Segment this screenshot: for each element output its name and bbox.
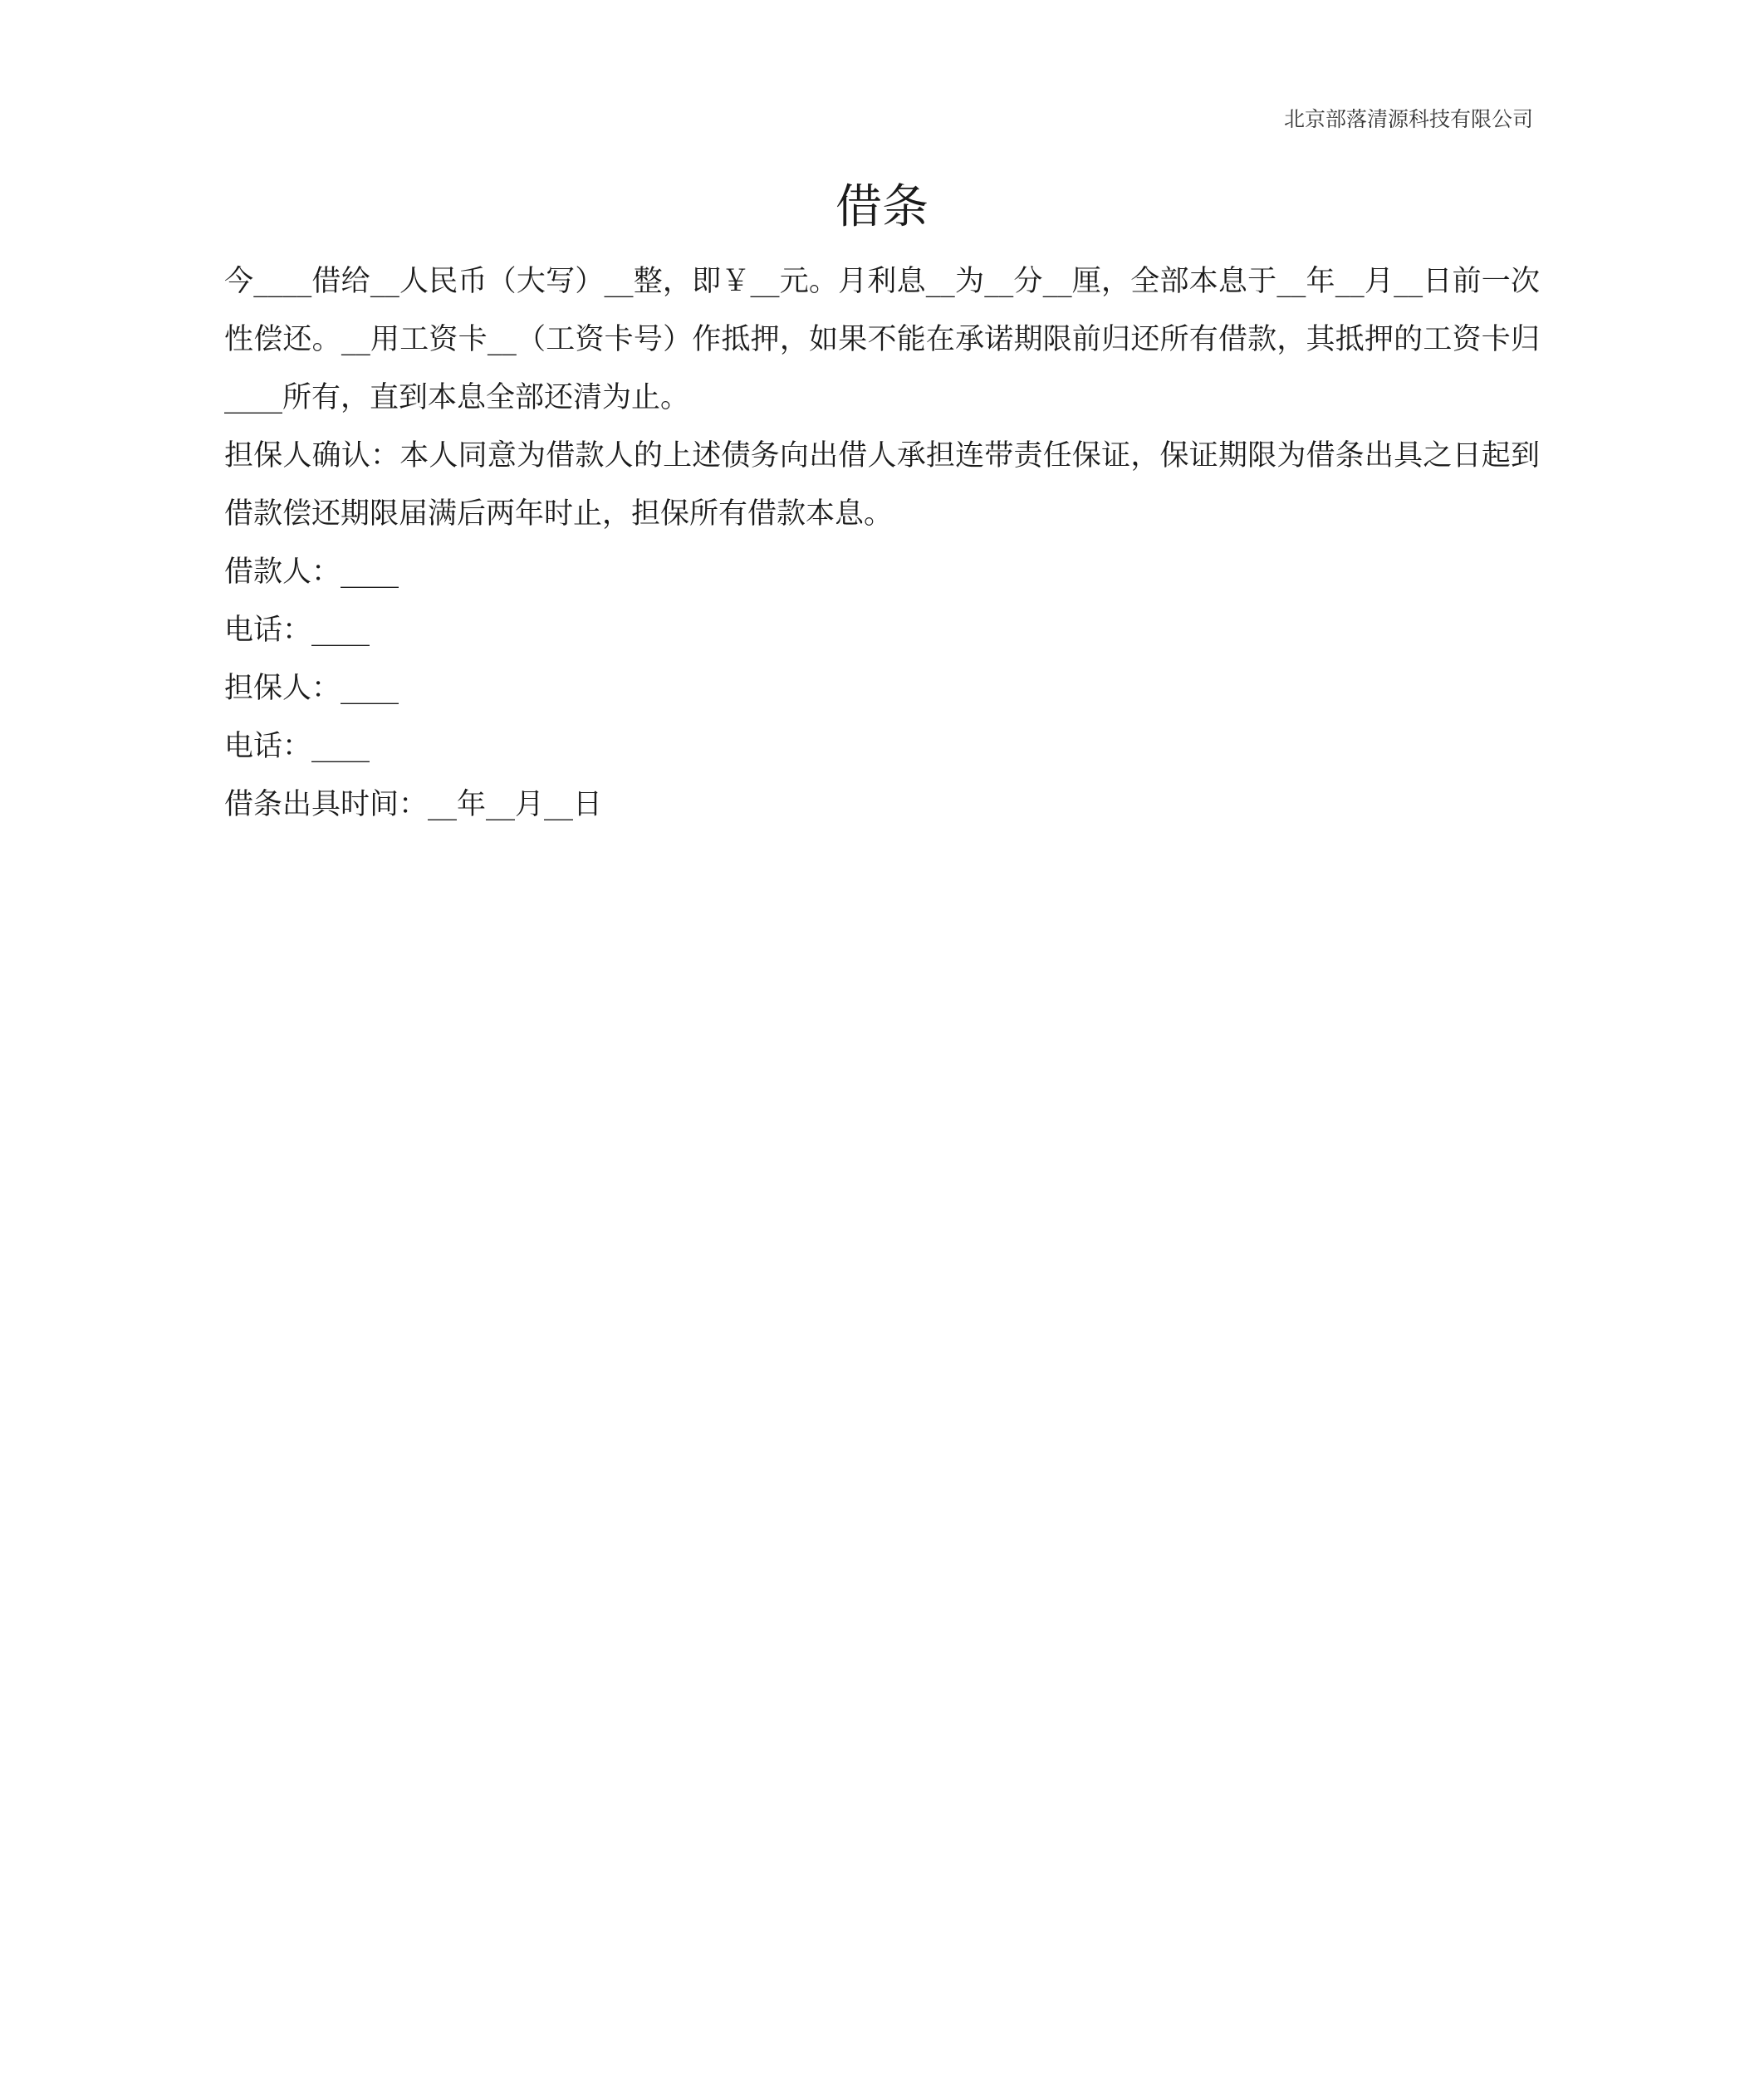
issue-date-field: 借条出具时间：__年__月__日: [224, 788, 603, 821]
borrower-phone-field: 电话：____: [224, 614, 370, 647]
borrower-field: 借款人：____: [224, 556, 399, 589]
guarantor-confirmation-paragraph: 担保人确认：本人同意为借款人的上述债务向出借人承担连带责任保证，保证期限为借条出具之日起到借款偿还期限届满后两年时止，担保所有借款本息。: [224, 439, 1540, 531]
header-company-name: 北京部落清源科技有限公司: [1283, 107, 1533, 131]
guarantor-field: 担保人：____: [224, 672, 399, 705]
document-title: 借条: [835, 180, 929, 234]
guarantor-phone-field: 电话：____: [224, 730, 370, 763]
loan-terms-paragraph: 今____借给__人民币（大写）__整，即￥__元。月利息__为__分__厘，全部本息于__年__月__日前一次性偿还。__用工资卡__（工资卡号）作抵押，如果不能在承诺期限前归还所有借款，其抵押的工资卡归____所有，直到本息全部还清为止。: [224, 265, 1540, 414]
document-body: [224, 252, 1540, 834]
